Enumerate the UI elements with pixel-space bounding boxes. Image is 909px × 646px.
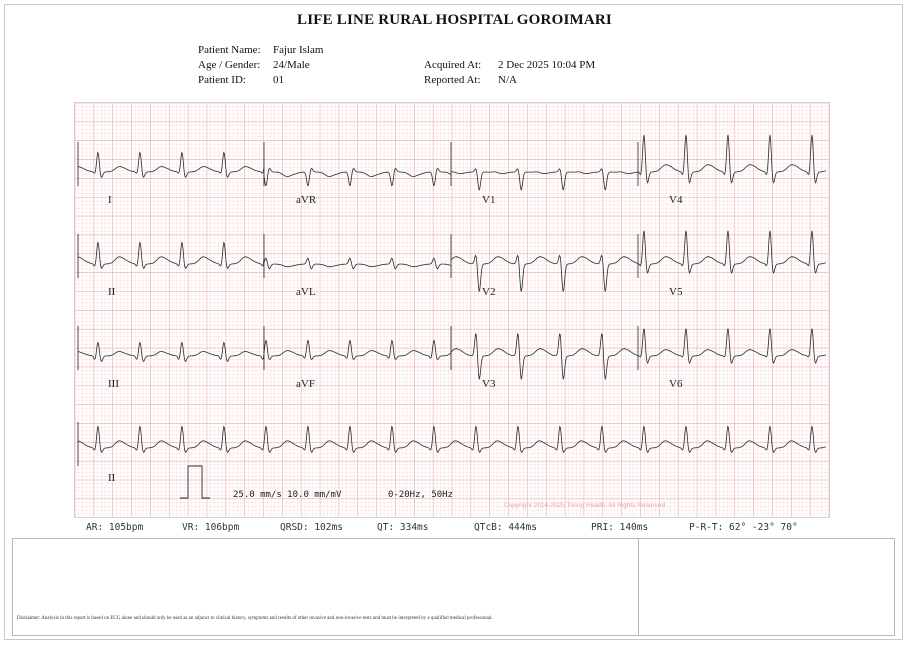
measure-qrsd: QRSD: 102ms (280, 522, 343, 533)
lead-label-v4: V4 (669, 194, 683, 206)
trace-lead-avf (264, 341, 451, 360)
copyright-notice: Copyright 2014-2025 Tricog Health. All Rights Reserved (504, 502, 666, 509)
lead-label-iii: III (108, 378, 119, 390)
measure-ar: AR: 105bpm (86, 522, 144, 533)
trace-lead-v3 (451, 334, 638, 379)
trace-lead-avr (264, 169, 451, 186)
patient-id-value: 01 (273, 74, 284, 86)
trace-lead-i (78, 153, 264, 178)
reported-at-value: N/A (498, 74, 517, 86)
trace-lead-v4 (638, 135, 826, 183)
interpretation-divider (638, 538, 639, 636)
measure-vr: VR: 106bpm (182, 522, 240, 533)
hospital-title: LIFE LINE RURAL HOSPITAL GOROIMARI (297, 12, 612, 28)
lead-label-rhythm-ii: II (108, 472, 116, 484)
trace-lead-v6 (638, 329, 826, 364)
measure-pri: PRI: 140ms (591, 522, 649, 533)
lead-label-ii: II (108, 286, 116, 298)
ecg-grid (75, 103, 829, 517)
reported-at-label: Reported At: (424, 74, 481, 86)
trace-lead-ii (78, 243, 264, 269)
measure-qtcb: QTcB: 444ms (474, 522, 537, 533)
lead-label-avf: aVF (296, 378, 315, 390)
lead-label-avr: aVR (296, 194, 317, 206)
lead-label-v2: V2 (482, 286, 496, 298)
trace-lead-avl (264, 258, 451, 269)
trace-lead-v2 (451, 256, 638, 292)
trace-lead-v1 (451, 169, 638, 190)
measure-prt: P-R-T: 62° -23° 70° (689, 522, 798, 533)
patient-name-value: Fajur Islam (273, 44, 324, 56)
acquired-at-value: 2 Dec 2025 10:04 PM (498, 59, 596, 71)
age-gender-value: 24/Male (273, 59, 310, 71)
lead-label-v3: V3 (482, 378, 496, 390)
patient-name-label: Patient Name: (198, 44, 261, 56)
patient-id-label: Patient ID: (198, 74, 246, 86)
trace-lead-v5 (638, 231, 826, 273)
filter-setting: 0-20Hz, 50Hz (388, 490, 454, 500)
speed-gain-setting: 25.0 mm/s 10.0 mm/mV (233, 490, 342, 500)
age-gender-label: Age / Gender: (198, 59, 261, 71)
trace-lead-iii (78, 343, 264, 362)
lead-label-i: I (108, 194, 112, 206)
acquired-at-label: Acquired At: (424, 59, 482, 71)
lead-label-v6: V6 (669, 378, 683, 390)
disclaimer-text: Disclaimer: Analysis in this report is based on ECG alone and should only be used as an adjunct to clinical history, symptoms and results of other invasive and non-invasive tests and must be interpreted by a qualified medical professional. (17, 616, 493, 621)
lead-label-v1: V1 (482, 194, 496, 206)
lead-label-avl: aVL (296, 286, 316, 298)
measure-qt: QT: 334ms (377, 522, 429, 533)
lead-label-v5: V5 (669, 286, 683, 298)
